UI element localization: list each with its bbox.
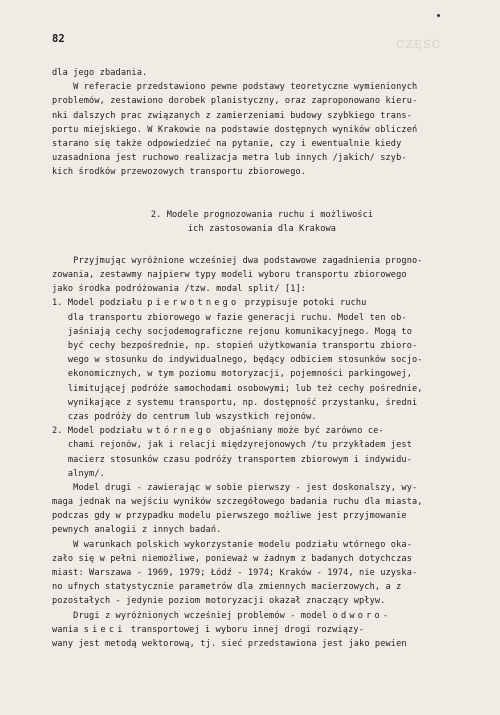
text-line: pewnych analogii z innych badań. xyxy=(52,525,222,536)
text-line: czas podróży do centrum lub wszystkich rejonów. xyxy=(52,411,317,422)
text-line: Przyjmując wyróżnione wcześniej dwa podstawowe zagadnienia progno- xyxy=(52,255,423,266)
list-item-primary-model xyxy=(52,296,472,424)
text-line: no ufnych statystycznie parametrów dla zmiennych macierzowych, a z xyxy=(52,582,402,593)
document-body xyxy=(52,66,472,651)
section-title-line: ich zastosowania dla Krakowa xyxy=(187,223,337,234)
item-lead: 2. Model podziału xyxy=(52,426,148,437)
paragraph-network-model xyxy=(52,609,472,652)
text-line: dla transportu zbiorowego w fazie generacji ruchu. Model ten ob- xyxy=(52,312,407,323)
speck-mark xyxy=(437,14,440,17)
text-line: być cechy bezpośrednie, np. stopień użytkowania transportu zbioro- xyxy=(52,341,418,351)
text-line: W referacie przedstawiono pewne podstawy teoretyczne wymienionych xyxy=(52,82,418,93)
line-lead: wania xyxy=(52,624,84,635)
text-line: portu miejskiego. W Krakowie na podstawie dostępnych wyników obliczeń xyxy=(52,124,418,135)
text-line: maga jednak na wejściu wyników szczegółowego badania ruchu dla miasta, xyxy=(52,497,423,508)
text-line: zowania, zestawmy najpierw typy modeli wyboru transportu zbiorowego xyxy=(52,270,407,281)
list-item-secondary-model xyxy=(52,424,472,481)
text-line: pozostałych - jedynie poziom motoryzacji okazał znaczący wpływ. xyxy=(52,596,386,607)
text-line xyxy=(52,424,472,438)
line-lead: Drugi z wyróżnionych wcześniej problemów - model xyxy=(52,610,333,621)
text-line: wynikające z systemu transportu, np. dostępność przystanku, średni xyxy=(52,397,418,408)
faint-stamp: CZĘŚĆ xyxy=(396,38,442,51)
text-line: starano się także odpowiedzieć na pytanie, czy i ewentualnie kiedy xyxy=(52,138,402,149)
item-lead: 1. Model podziału xyxy=(52,298,148,309)
text-line: chami rejonów, jak i relacji międzyrejonowych /tu przykładem jest xyxy=(52,440,412,451)
spaced-term: sieci xyxy=(83,624,126,635)
text-line: miast: Warszawa - 1969, 1979; Łódź - 1974; Kraków - 1974, nie uzyska- xyxy=(52,568,418,578)
section-heading xyxy=(52,208,472,236)
page-number: 82 xyxy=(52,33,65,45)
text-line: jaśniają cechy socjodemograficzne rejonu komunikacyjnego. Mogą to xyxy=(52,326,412,337)
text-line: wego w stosunku do indywidualnego, będący odbiciem stosunków socjo- xyxy=(52,355,423,366)
text-line: kich środków przewozowych transportu zbiorowego. xyxy=(52,167,307,178)
item-tail: objaśniany może być zarówno ce- xyxy=(214,426,384,437)
paragraph-polish-conditions xyxy=(52,538,472,609)
text-line xyxy=(52,623,472,637)
section-title-line: 2. Modele prognozowania ruchu i możliwości xyxy=(150,209,374,220)
spaced-term: wtórnego xyxy=(147,426,215,437)
paragraph-models-intro xyxy=(52,254,472,297)
paragraph-model-comparison xyxy=(52,481,472,538)
text-line: podczas gdy w przypadku modelu pierwszego możliwe jest przyjmowanie xyxy=(52,511,407,522)
line-tail: transportowej i wyboru innej drogi rozwiązy- xyxy=(125,624,364,635)
text-line: Model drugi - zawierając w sobie pierwszy - jest doskonalszy, wy- xyxy=(52,482,418,493)
spaced-term: pierwotnego xyxy=(147,298,240,309)
text-line xyxy=(52,296,472,310)
item-tail: przypisuje potoki ruchu xyxy=(239,298,367,309)
text-line: zało się w pełni niemożliwe, ponieważ w żadnym z badanych dotychczas xyxy=(52,553,412,564)
text-line: alnym/. xyxy=(52,468,105,479)
text-line: nki dalszych prac związanych z zamierzeniami budowy szybkiego trans- xyxy=(52,110,412,121)
text-line: wany jest metodą wektorową, tj. sieć przedstawiona jest jako pewien xyxy=(52,638,407,649)
text-line: limitującej podróże samochodami osobowymi; lub też cechy pośrednie, xyxy=(52,383,423,394)
text-line: dla jego zbadania. xyxy=(52,68,148,78)
text-line xyxy=(52,609,472,623)
paragraph-intro xyxy=(52,66,472,180)
text-line: ekonomicznych, w tym poziomu motoryzacji, pojemności parkingowej, xyxy=(52,369,412,380)
text-line: uzasadniona jest ruchowo realizacja metra lub innych /jakich/ szyb- xyxy=(52,153,407,164)
text-line: macierz stosunków czasu podróży transportem zbiorowym i indywidu- xyxy=(52,454,412,465)
text-line: W warunkach polskich wykorzystanie modelu podziału wtórnego oka- xyxy=(52,539,412,550)
spaced-term: odworo- xyxy=(332,610,392,621)
text-line: problemów, zestawiono dorobek planistyczny, oraz zaproponowano kieru- xyxy=(52,96,418,107)
text-line: jako środka podróżowania /tzw. modal split/ [1]: xyxy=(52,284,307,295)
